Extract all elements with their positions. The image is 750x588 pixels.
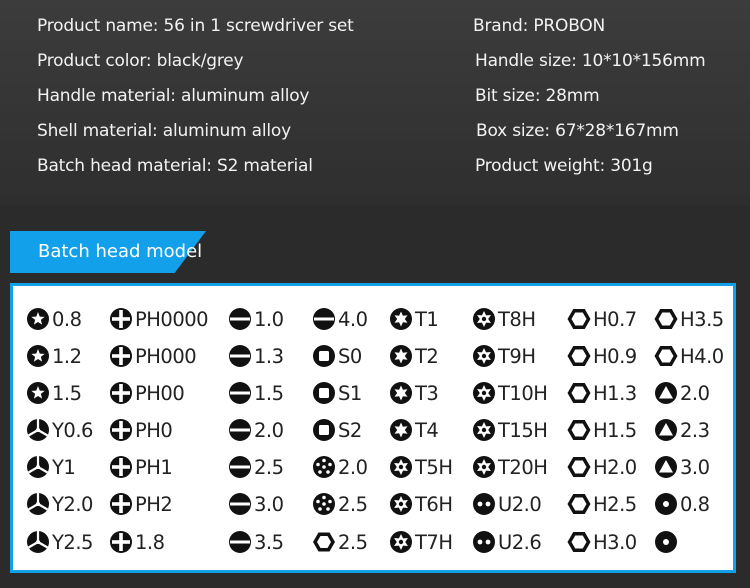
bit-item <box>312 453 368 481</box>
square-icon <box>312 381 336 405</box>
torx-icon <box>389 381 413 405</box>
bit-label: T10H <box>498 381 548 405</box>
bit-label: T1 <box>415 307 439 331</box>
star-icon <box>26 344 50 368</box>
bit-label: 2.0 <box>254 418 284 442</box>
torx-icon <box>389 307 413 331</box>
spec-product-name: Product name: 56 in 1 screwdriver set <box>37 16 354 36</box>
bit-label: Y1 <box>52 455 76 479</box>
spec-shell-material: Shell material: aluminum alloy <box>37 121 291 141</box>
bit-label: 1.5 <box>52 381 82 405</box>
bit-item <box>654 342 724 370</box>
bit-label: T3 <box>415 381 439 405</box>
bit-item <box>472 490 541 518</box>
bit-label: 3.0 <box>254 492 284 516</box>
bit-label: H0.7 <box>593 307 637 331</box>
two-hole-icon <box>472 530 496 554</box>
bit-item <box>567 453 637 481</box>
spec-handle-material: Handle material: aluminum alloy <box>37 86 310 106</box>
phillips-icon <box>109 455 133 479</box>
torx-icon <box>389 418 413 442</box>
spec-brand: Brand: PROBON <box>473 16 606 36</box>
bit-item <box>389 490 452 518</box>
bit-label: 2.5 <box>338 492 368 516</box>
bit-item <box>228 490 284 518</box>
phillips-icon <box>109 530 133 554</box>
bit-label: 1.5 <box>254 381 284 405</box>
bit-label: S0 <box>338 344 362 368</box>
bit-item <box>472 379 547 407</box>
two-hole-icon <box>472 492 496 516</box>
bit-item <box>567 416 637 444</box>
torx-security-icon <box>472 381 496 405</box>
pentalobe-dots-icon <box>312 455 336 479</box>
bit-item <box>26 305 82 333</box>
torx-security-icon <box>472 307 496 331</box>
slotted-icon <box>228 307 252 331</box>
bit-label: 2.5 <box>338 530 368 554</box>
bit-item <box>109 342 196 370</box>
bit-label: 0.8 <box>52 307 82 331</box>
phillips-icon <box>109 492 133 516</box>
spec-product-color: Product color: black/grey <box>37 51 244 71</box>
bit-item <box>389 416 438 444</box>
bit-label: Y2.0 <box>52 492 93 516</box>
hex-icon <box>567 307 591 331</box>
bit-label: U2.0 <box>498 492 542 516</box>
square-icon <box>312 418 336 442</box>
tri-wing-icon <box>26 530 50 554</box>
bit-item <box>389 453 452 481</box>
triangle-icon <box>654 455 678 479</box>
square-icon <box>312 344 336 368</box>
bit-item <box>109 490 172 518</box>
bit-item <box>567 305 637 333</box>
bit-label: PH000 <box>135 344 197 368</box>
hex-icon <box>567 492 591 516</box>
bit-label: H3.0 <box>593 530 637 554</box>
bit-item <box>389 305 438 333</box>
bit-item <box>472 453 547 481</box>
bit-item <box>228 379 284 407</box>
spec-product-weight: Product weight: 301g <box>475 156 653 176</box>
bit-label: 2.0 <box>680 381 710 405</box>
bit-item <box>312 416 362 444</box>
star-icon <box>26 307 50 331</box>
bit-item <box>472 416 547 444</box>
bit-item <box>312 379 362 407</box>
bit-label: U2.6 <box>498 530 542 554</box>
bit-label: 1.8 <box>135 530 165 554</box>
bit-label: T9H <box>498 344 536 368</box>
bit-item <box>26 528 93 556</box>
bit-item <box>312 342 362 370</box>
bit-label: Y0.6 <box>52 418 93 442</box>
spec-panel <box>0 0 750 205</box>
bit-label: S2 <box>338 418 362 442</box>
bit-label: H0.9 <box>593 344 637 368</box>
bit-item <box>654 416 710 444</box>
bit-label: H4.0 <box>680 344 724 368</box>
slotted-icon <box>312 307 336 331</box>
star-icon <box>26 381 50 405</box>
phillips-icon <box>109 344 133 368</box>
bit-label: T4 <box>415 418 439 442</box>
bit-label: 1.3 <box>254 344 284 368</box>
bit-label: 2.3 <box>680 418 710 442</box>
pentalobe-dots-icon <box>312 492 336 516</box>
hex-icon <box>567 344 591 368</box>
bit-item <box>567 528 637 556</box>
bit-item <box>654 379 710 407</box>
bit-item <box>26 416 93 444</box>
hex-icon <box>567 530 591 554</box>
center-pin-icon <box>654 492 678 516</box>
bit-label: 0.8 <box>680 492 710 516</box>
bit-label: T2 <box>415 344 439 368</box>
bit-label: 2.5 <box>254 455 284 479</box>
slotted-icon <box>228 344 252 368</box>
bit-label: T15H <box>498 418 548 442</box>
spec-bit-size: Bit size: 28mm <box>475 86 600 106</box>
tri-wing-icon <box>26 492 50 516</box>
bit-label: T6H <box>415 492 453 516</box>
bit-item <box>472 528 541 556</box>
slotted-icon <box>228 530 252 554</box>
bit-label: 3.5 <box>254 530 284 554</box>
bit-label: Y2.5 <box>52 530 93 554</box>
torx-security-icon <box>389 530 413 554</box>
bit-label: S1 <box>338 381 362 405</box>
bit-item <box>109 453 172 481</box>
bit-item <box>109 416 172 444</box>
torx-security-icon <box>472 344 496 368</box>
hex-icon <box>567 418 591 442</box>
bit-item <box>654 453 710 481</box>
bit-label: 1.0 <box>254 307 284 331</box>
slotted-icon <box>228 418 252 442</box>
hex-icon <box>567 455 591 479</box>
bit-item <box>109 305 208 333</box>
bit-label: T20H <box>498 455 548 479</box>
torx-security-icon <box>472 418 496 442</box>
bit-item <box>654 490 710 518</box>
spec-batch-head-material: Batch head material: S2 material <box>37 156 313 176</box>
bit-label: PH00 <box>135 381 185 405</box>
slotted-icon <box>228 455 252 479</box>
spec-box-size: Box size: 67*28*167mm <box>476 121 679 141</box>
bit-label: H2.5 <box>593 492 637 516</box>
spec-handle-size: Handle size: 10*10*156mm <box>475 51 706 71</box>
bit-item <box>26 453 75 481</box>
bit-item <box>312 305 368 333</box>
torx-security-icon <box>472 455 496 479</box>
bit-item <box>654 528 680 556</box>
bit-label: T5H <box>415 455 453 479</box>
bit-item <box>228 528 284 556</box>
slotted-icon <box>228 492 252 516</box>
bit-item <box>567 379 637 407</box>
bit-item <box>26 490 93 518</box>
bit-item <box>228 416 284 444</box>
center-pin-icon <box>654 530 678 554</box>
bit-label: H1.3 <box>593 381 637 405</box>
bit-label: T8H <box>498 307 536 331</box>
bit-item <box>472 305 535 333</box>
tri-wing-icon <box>26 455 50 479</box>
bit-label: H3.5 <box>680 307 724 331</box>
bit-item <box>389 528 452 556</box>
bit-item <box>567 342 637 370</box>
bit-label: 1.2 <box>52 344 82 368</box>
slotted-icon <box>228 381 252 405</box>
bit-label: 3.0 <box>680 455 710 479</box>
bit-item <box>109 379 184 407</box>
bit-item <box>654 305 724 333</box>
bit-item <box>567 490 637 518</box>
bit-item <box>389 342 438 370</box>
hex-socket-icon <box>312 530 336 554</box>
bit-item <box>312 490 368 518</box>
bit-label: PH2 <box>135 492 173 516</box>
bit-label: T7H <box>415 530 453 554</box>
hex-icon <box>567 381 591 405</box>
bit-label: PH0000 <box>135 307 209 331</box>
bit-item <box>228 342 284 370</box>
bit-item <box>228 305 284 333</box>
bit-item <box>109 528 165 556</box>
phillips-icon <box>109 381 133 405</box>
hex-icon <box>654 307 678 331</box>
torx-security-icon <box>389 455 413 479</box>
tri-wing-icon <box>26 418 50 442</box>
phillips-icon <box>109 418 133 442</box>
hex-icon <box>654 344 678 368</box>
bit-item <box>312 528 368 556</box>
section-title: Batch head model <box>38 241 203 262</box>
bit-label: 4.0 <box>338 307 368 331</box>
bit-label: 2.0 <box>338 455 368 479</box>
phillips-icon <box>109 307 133 331</box>
bit-label: PH0 <box>135 418 173 442</box>
triangle-icon <box>654 418 678 442</box>
bit-item <box>472 342 535 370</box>
torx-icon <box>389 344 413 368</box>
bit-label: H1.5 <box>593 418 637 442</box>
triangle-icon <box>654 381 678 405</box>
torx-security-icon <box>389 492 413 516</box>
bit-item <box>228 453 284 481</box>
bit-label: H2.0 <box>593 455 637 479</box>
bit-item <box>389 379 438 407</box>
bit-label: PH1 <box>135 455 173 479</box>
bit-item <box>26 379 82 407</box>
bit-item <box>26 342 82 370</box>
